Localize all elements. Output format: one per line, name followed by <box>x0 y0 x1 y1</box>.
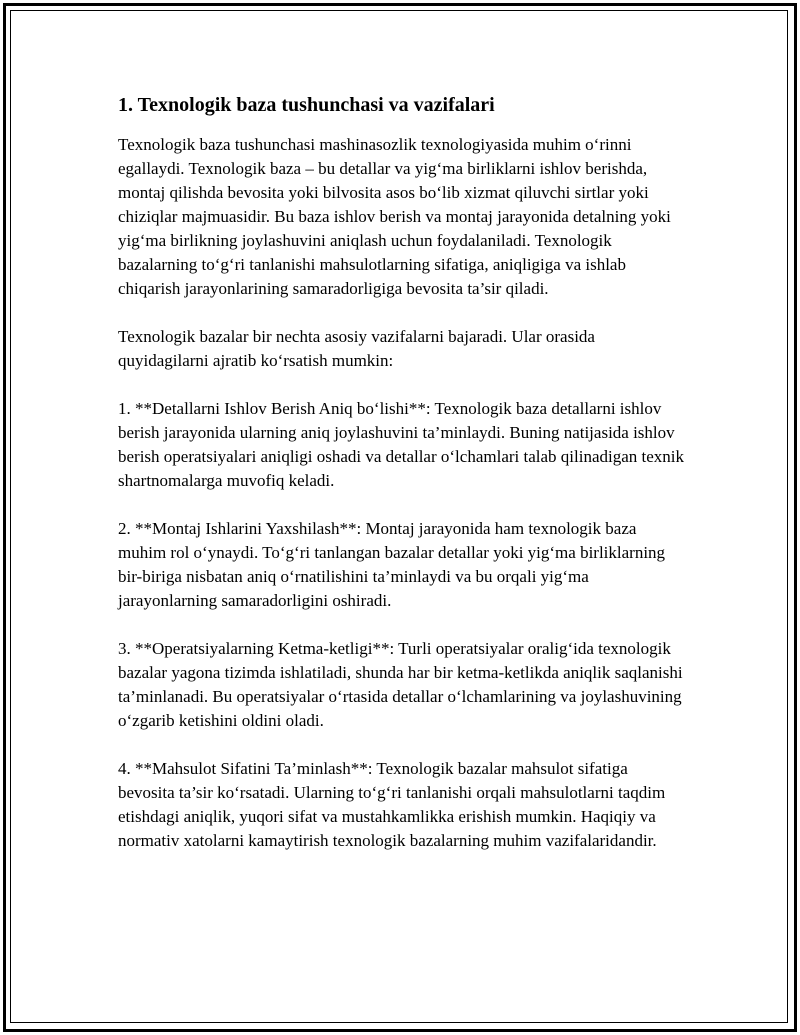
paragraph-item-3: 3. **Operatsiyalarning Ketma-ketligi**: Turli operatsiyalar oralig‘ida texnologik bazalar yagona tizimda ishlatiladi, shunda har bir ketma-ketlikda aniqlik saqlanishi ta’minlanadi. Bu operatsiyalar o‘rtasida detallar o‘lchamlarining va joylashuvining o‘zgarib ketishini oldini oladi. <box>118 639 683 730</box>
paragraph-item-2: 2. **Montaj Ishlarini Yaxshilash**: Montaj jarayonida ham texnologik baza muhim rol o‘ynaydi. To‘g‘ri tanlangan bazalar detallar yoki yig‘ma birliklarning bir-biriga nisbatan aniq o‘rnatilishini ta’minlaydi va bu orqali yig‘ma jarayonlarning samaradorligini oshiradi. <box>118 519 666 610</box>
paragraph-item-1: 1. **Detallarni Ishlov Berish Aniq bo‘lishi**: Texnologik baza detallarni ishlov berish jarayonida ularning aniq joylashuvini ta’minlaydi. Buning natijasida ishlov berish operatsiyalari aniqligi oshadi va detallar o‘lchamlari talab qilinadigan texnik shartnomalarga muvofiq keladi. <box>118 399 685 490</box>
section-heading: 1. Texnologik baza tushunchasi va vazifalari <box>118 94 495 116</box>
paragraph-intro: Texnologik baza tushunchasi mashinasozlik texnologiyasida muhim o‘rinni egallaydi. Texnologik baza – bu detallar va yig‘ma birliklarni ishlov berishda, montaj qilishda bevosita yoki bilvosita asos bo‘lib xizmat qiluvchi sirtlar yoki chiziqlar majmuasidir. Bu baza ishlov berish va montaj jarayonida detalning yoki yig‘ma birlikning joylashuvini aniqlash uchun foydalaniladi. Texnologik bazalarning to‘g‘ri tanlanishi mahsulotlarning sifatiga, aniqligiga va ishlab chiqarish jarayonlarining samaradorligiga bevosita ta’sir qiladi. <box>118 135 671 298</box>
paragraph-item-4: 4. **Mahsulot Sifatini Ta’minlash**: Texnologik bazalar mahsulot sifatiga bevosita ta’sir ko‘rsatadi. Ularning to‘g‘ri tanlanishi orqali mahsulotlarni taqdim etishdagi aniqlik, yuqori sifat va mustahkamlikka erishish mumkin. Haqiqiy va normativ xatolarni kamaytirish texnologik bazalarning muhim vazifalaridandir. <box>118 759 666 850</box>
paragraph-functions-lead: Texnologik bazalar bir nechta asosiy vazifalarni bajaradi. Ular orasida quyidagilarni ajratib ko‘rsatish mumkin: <box>118 327 595 370</box>
document-content <box>118 91 688 877</box>
